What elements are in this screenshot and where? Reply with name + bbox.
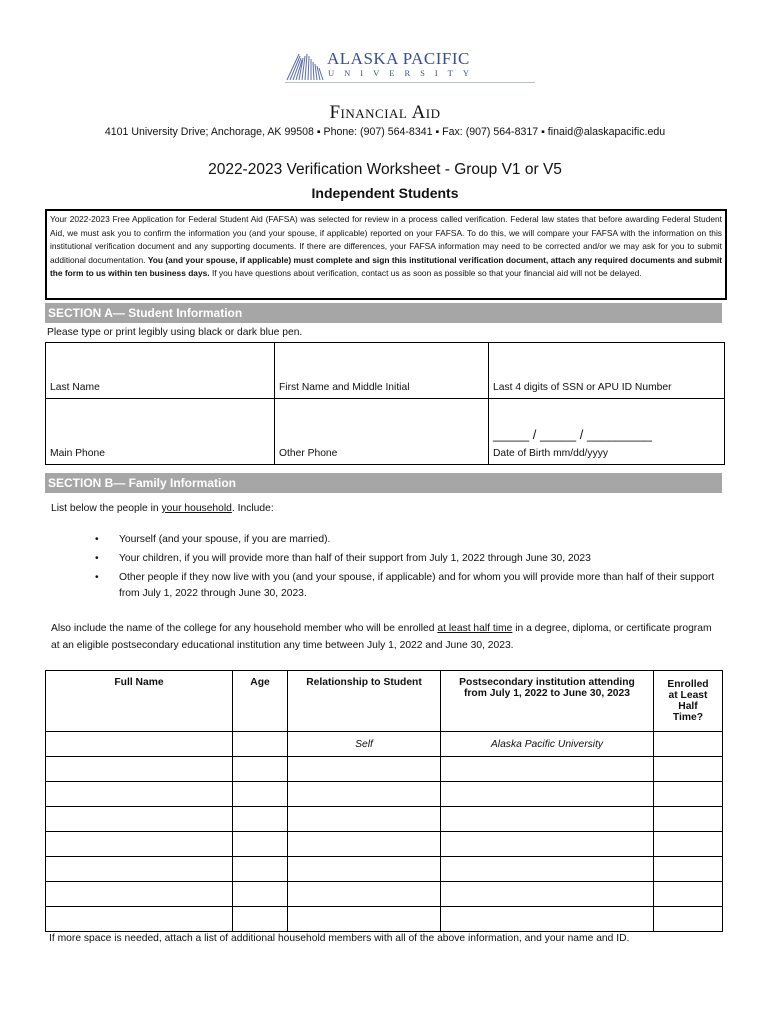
table-row <box>46 757 723 782</box>
cell-institution[interactable] <box>441 832 654 857</box>
intro-bold-text: You (and your spouse, if applicable) must complete and sign this institutional verification document, attach any required documents and submit the form to us within ten business days. <box>50 254 723 278</box>
logo-divider <box>285 82 535 83</box>
list-item: • Other people if they now live with you (and your spouse, if applicable) and for whom you will provide more than half of their support from July 1, 2022 through June 30, 2023. <box>95 568 735 602</box>
cell-full-name[interactable] <box>46 857 233 882</box>
other-phone-field[interactable] <box>275 399 489 465</box>
also-include-post: in a degree, diploma, or certificate program at an eligible postsecondary educational institution any time between July 1, 2022 and June 30, 2023. <box>51 623 712 651</box>
include-list <box>95 530 735 602</box>
intro-text: Your 2022-2023 Free Application for Federal Student Aid (FAFSA) was selected for review in a process called verification. Federal law states that before awarding Federal Student Aid, we must ask you to confirm the information you (and your spouse, if applicable) reported on your FAFSA. To do this, we will compare your FAFSA with the information on this institutional verification document and any supporting documents. If there are differences, your FAFSA information may need to be corrected and/or we may ask for you to submit additional documentation. <box>50 214 722 265</box>
office-title: Financial Aid <box>329 102 441 123</box>
also-include-text <box>51 620 716 654</box>
table-row <box>46 732 723 757</box>
cell-enrolled[interactable] <box>654 857 723 882</box>
household-intro-post: . Include: <box>231 503 274 514</box>
last-name-field[interactable] <box>46 343 275 399</box>
footer-note: If more space is needed, attach a list of additional household members with all of the above information, and your name and ID. <box>49 933 630 944</box>
cell-enrolled[interactable] <box>654 882 723 907</box>
ssn-label: Last 4 digits of SSN or APU ID Number <box>493 382 672 393</box>
cell-enrolled[interactable] <box>654 832 723 857</box>
cell-full-name[interactable] <box>46 782 233 807</box>
cell-full-name[interactable] <box>46 832 233 857</box>
other-phone-label: Other Phone <box>279 448 338 459</box>
cell-relationship[interactable] <box>288 832 441 857</box>
column-header: Full Name <box>46 671 233 732</box>
cell-relationship[interactable] <box>288 857 441 882</box>
household-intro-pre: List below the people in <box>51 503 162 514</box>
main-phone-field[interactable] <box>46 399 275 465</box>
also-include-pre: Also include the name of the college for any household member who will be enrolled <box>51 623 438 634</box>
cell-relationship[interactable] <box>288 757 441 782</box>
cell-full-name[interactable] <box>46 907 233 932</box>
column-header: Enrolled at Least Half Time? <box>654 671 723 732</box>
cell-full-name[interactable] <box>46 757 233 782</box>
main-phone-label: Main Phone <box>50 448 105 459</box>
table-row <box>46 882 723 907</box>
cell-age[interactable] <box>233 807 288 832</box>
intro-notice <box>45 209 727 300</box>
also-include-link: at least half time <box>437 623 513 634</box>
cell-age[interactable] <box>233 732 288 757</box>
list-item-text: Other people if they now live with you (and your spouse, if applicable) and for whom you will provide more than half of their support from July 1, 2022 through June 30, 2023. <box>119 572 715 599</box>
table-row <box>46 807 723 832</box>
column-header: Postsecondary institution attending from July 1, 2022 to June 30, 2023 <box>441 671 654 732</box>
table-row <box>46 832 723 857</box>
household-header-row <box>46 671 723 732</box>
cell-age[interactable] <box>233 857 288 882</box>
student-info-table <box>45 342 725 465</box>
cell-enrolled[interactable] <box>654 757 723 782</box>
first-name-label: First Name and Middle Initial <box>279 382 410 393</box>
cell-enrolled[interactable] <box>654 732 723 757</box>
section-a-header: SECTION A— Student Information <box>45 303 722 323</box>
dob-blank: _____ / _____ / _________ <box>493 427 653 442</box>
cell-relationship[interactable] <box>288 782 441 807</box>
column-header: Age <box>233 671 288 732</box>
list-item: • Yourself (and your spouse, if you are married). <box>95 530 735 549</box>
list-item-text: Your children, if you will provide more than half of their support from July 1, 2022 through June 30, 2023 <box>119 553 591 564</box>
worksheet-title: 2022-2023 Verification Worksheet - Group V1 or V5 <box>208 161 562 178</box>
cell-relationship[interactable] <box>288 907 441 932</box>
cell-institution[interactable] <box>441 907 654 932</box>
cell-age[interactable] <box>233 757 288 782</box>
last-name-label: Last Name <box>50 382 100 393</box>
cell-full-name[interactable] <box>46 732 233 757</box>
cell-institution[interactable]: Alaska Pacific University <box>441 732 654 757</box>
logo-name: ALASKA PACIFIC <box>327 49 470 68</box>
ssn-field[interactable] <box>489 343 725 399</box>
cell-age[interactable] <box>233 832 288 857</box>
logo-subtitle: UNIVERSITY <box>328 68 479 78</box>
list-item: • Your children, if you will provide more than half of their support from July 1, 2022 through June 30, 2023 <box>95 549 735 568</box>
dob-label: Date of Birth mm/dd/yyyy <box>493 448 609 459</box>
cell-age[interactable] <box>233 882 288 907</box>
first-name-field[interactable] <box>275 343 489 399</box>
cell-institution[interactable] <box>441 757 654 782</box>
cell-enrolled[interactable] <box>654 907 723 932</box>
cell-age[interactable] <box>233 782 288 807</box>
cell-institution[interactable] <box>441 807 654 832</box>
column-header: Relationship to Student <box>288 671 441 732</box>
cell-institution[interactable] <box>441 782 654 807</box>
intro-end-text: If you have questions about verification, contact us as soon as possible so that your financial aid will not be delayed. <box>209 268 642 278</box>
table-row <box>46 857 723 882</box>
household-table <box>45 670 723 932</box>
cell-relationship[interactable] <box>288 807 441 832</box>
list-item-text: Yourself (and your spouse, if you are married). <box>119 534 331 545</box>
cell-enrolled[interactable] <box>654 782 723 807</box>
cell-institution[interactable] <box>441 882 654 907</box>
cell-institution[interactable] <box>441 857 654 882</box>
worksheet-subtitle: Independent Students <box>311 185 459 201</box>
cell-age[interactable] <box>233 907 288 932</box>
table-row <box>46 907 723 932</box>
section-b-header: SECTION B— Family Information <box>45 473 722 493</box>
table-row <box>46 782 723 807</box>
mountains-logo-icon <box>285 50 325 82</box>
cell-full-name[interactable] <box>46 882 233 907</box>
section-a-instruction: Please type or print legibly using black or dark blue pen. <box>47 327 303 338</box>
contact-line: 4101 University Drive; Anchorage, AK 99508 ▪ Phone: (907) 564-8341 ▪ Fax: (907) 564-8317 ▪ finaid@alaskapacific.edu <box>104 126 666 138</box>
household-intro <box>51 503 274 514</box>
cell-relationship[interactable]: Self <box>288 732 441 757</box>
cell-enrolled[interactable] <box>654 807 723 832</box>
dob-field[interactable] <box>489 399 725 465</box>
cell-relationship[interactable] <box>288 882 441 907</box>
cell-full-name[interactable] <box>46 807 233 832</box>
household-intro-link: your household <box>161 503 232 514</box>
